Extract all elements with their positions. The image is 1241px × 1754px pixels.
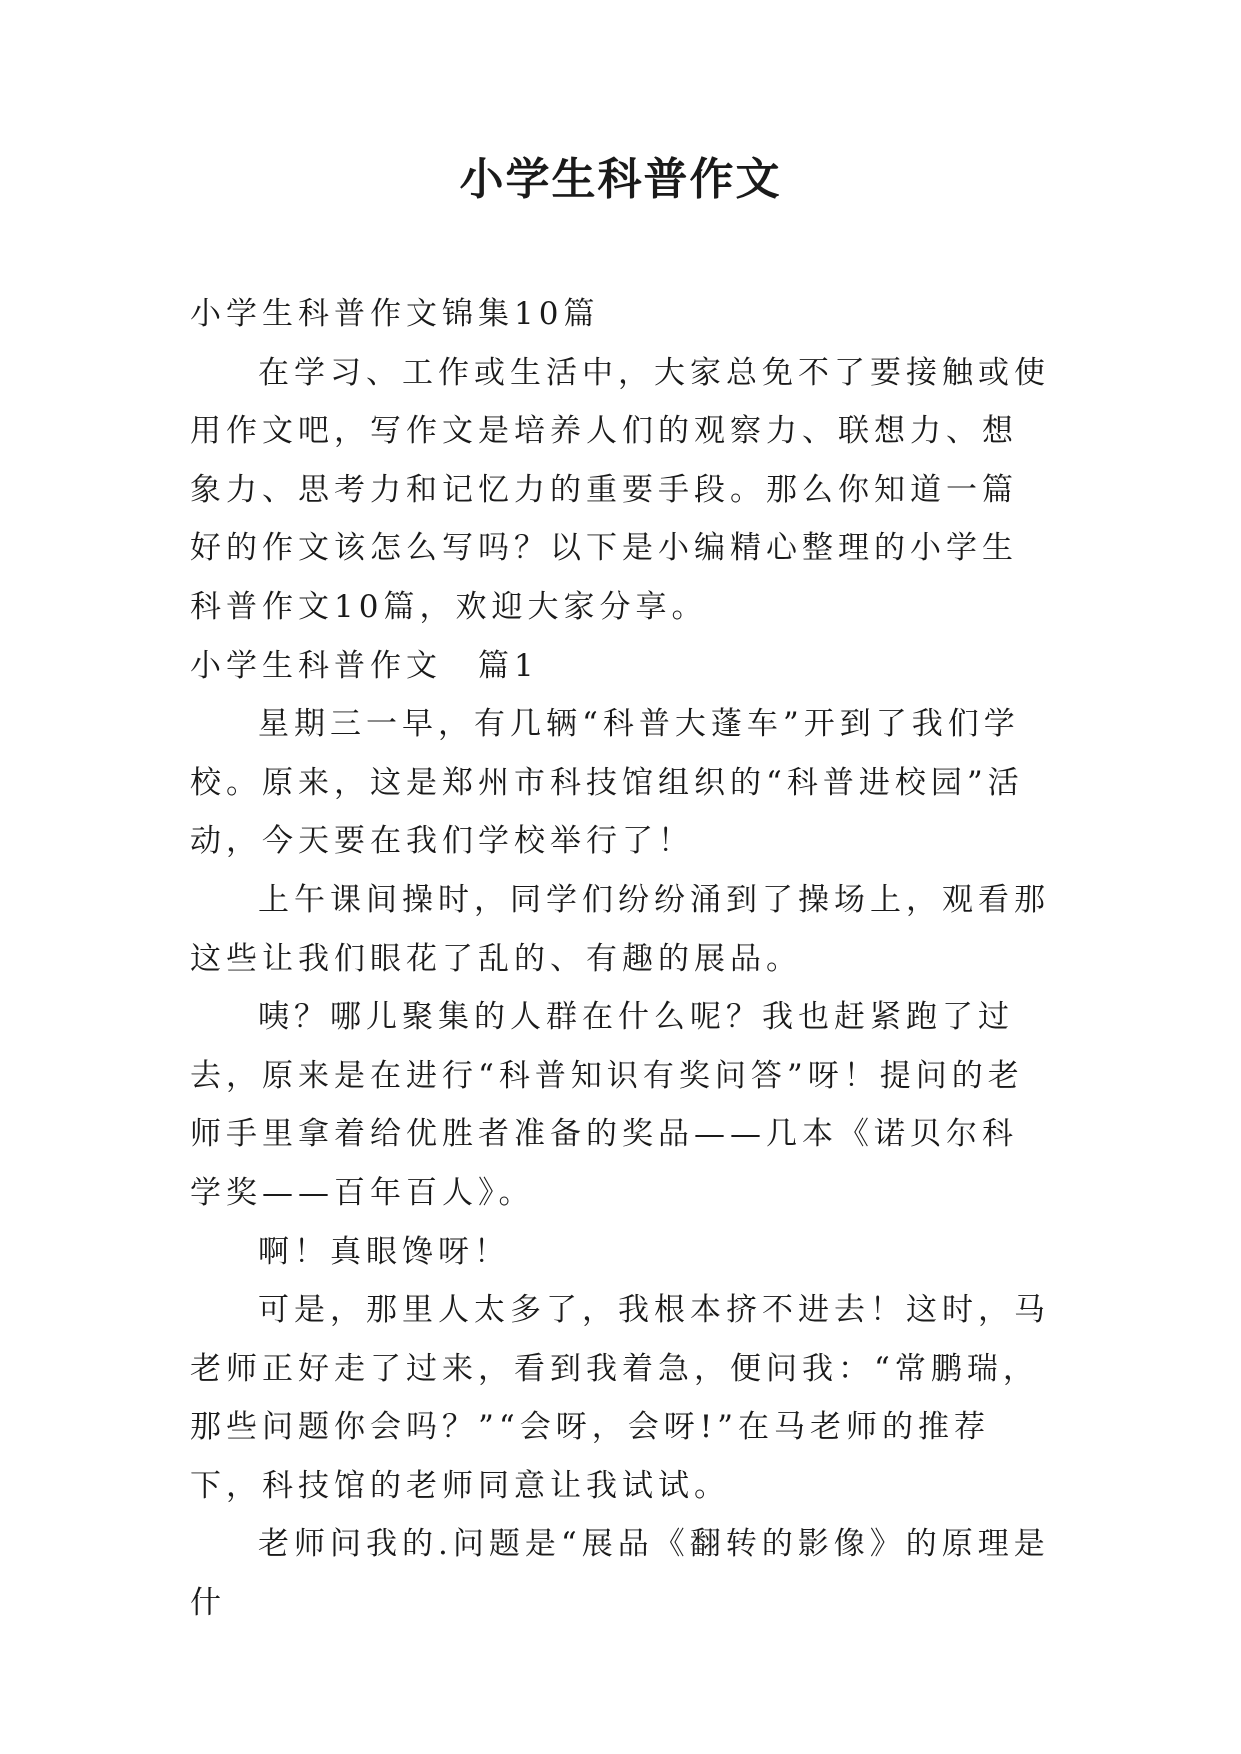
paragraph: 老师问我的.问题是“展品《翻转的影像》的原理是什 — [190, 1526, 1050, 1622]
document-body — [190, 285, 1050, 1633]
paragraph: 上午课间操时，同学们纷纷涌到了操场上，观看那这些让我们眼花了乱的、有趣的展品。 — [190, 881, 1050, 977]
paragraph: 在学习、工作或生活中，大家总免不了要接触或使用作文吧，写作文是培养人们的观察力、联想力、想象力、思考力和记忆力的重要手段。那么你知道一篇好的作文该怎么写吗？以下是小编精心整理的小学生科普作文10篇，欢迎大家分享。 — [190, 354, 1050, 625]
section-heading: 小学生科普作文锦集10篇 — [190, 296, 600, 332]
section-heading: 小学生科普作文 篇1 — [190, 647, 539, 684]
document-title: 小学生科普作文 — [459, 154, 782, 205]
paragraph: 可是，那里人太多了，我根本挤不进去！这时，马老师正好走了过来，看到我着急，便问我：“常鹏瑞，那些问题你会吗？”“会呀，会呀!”在马老师的推荐下，科技馆的老师同意让我试试。 — [190, 1292, 1050, 1504]
paragraph: 咦？哪儿聚集的人群在什么呢？我也赶紧跑了过去，原来是在进行“科普知识有奖问答”呀！提问的老师手里拿着给优胜者准备的奖品——几本《诺贝尔科学奖——百年百人》。 — [190, 999, 1024, 1211]
paragraph: 星期三一早，有几辆“科普大蓬车”开到了我们学校。原来，这是郑州市科技馆组织的“科普进校园”活动，今天要在我们学校举行了！ — [190, 706, 1024, 860]
paragraph: 啊！真眼馋呀！ — [258, 1233, 510, 1270]
